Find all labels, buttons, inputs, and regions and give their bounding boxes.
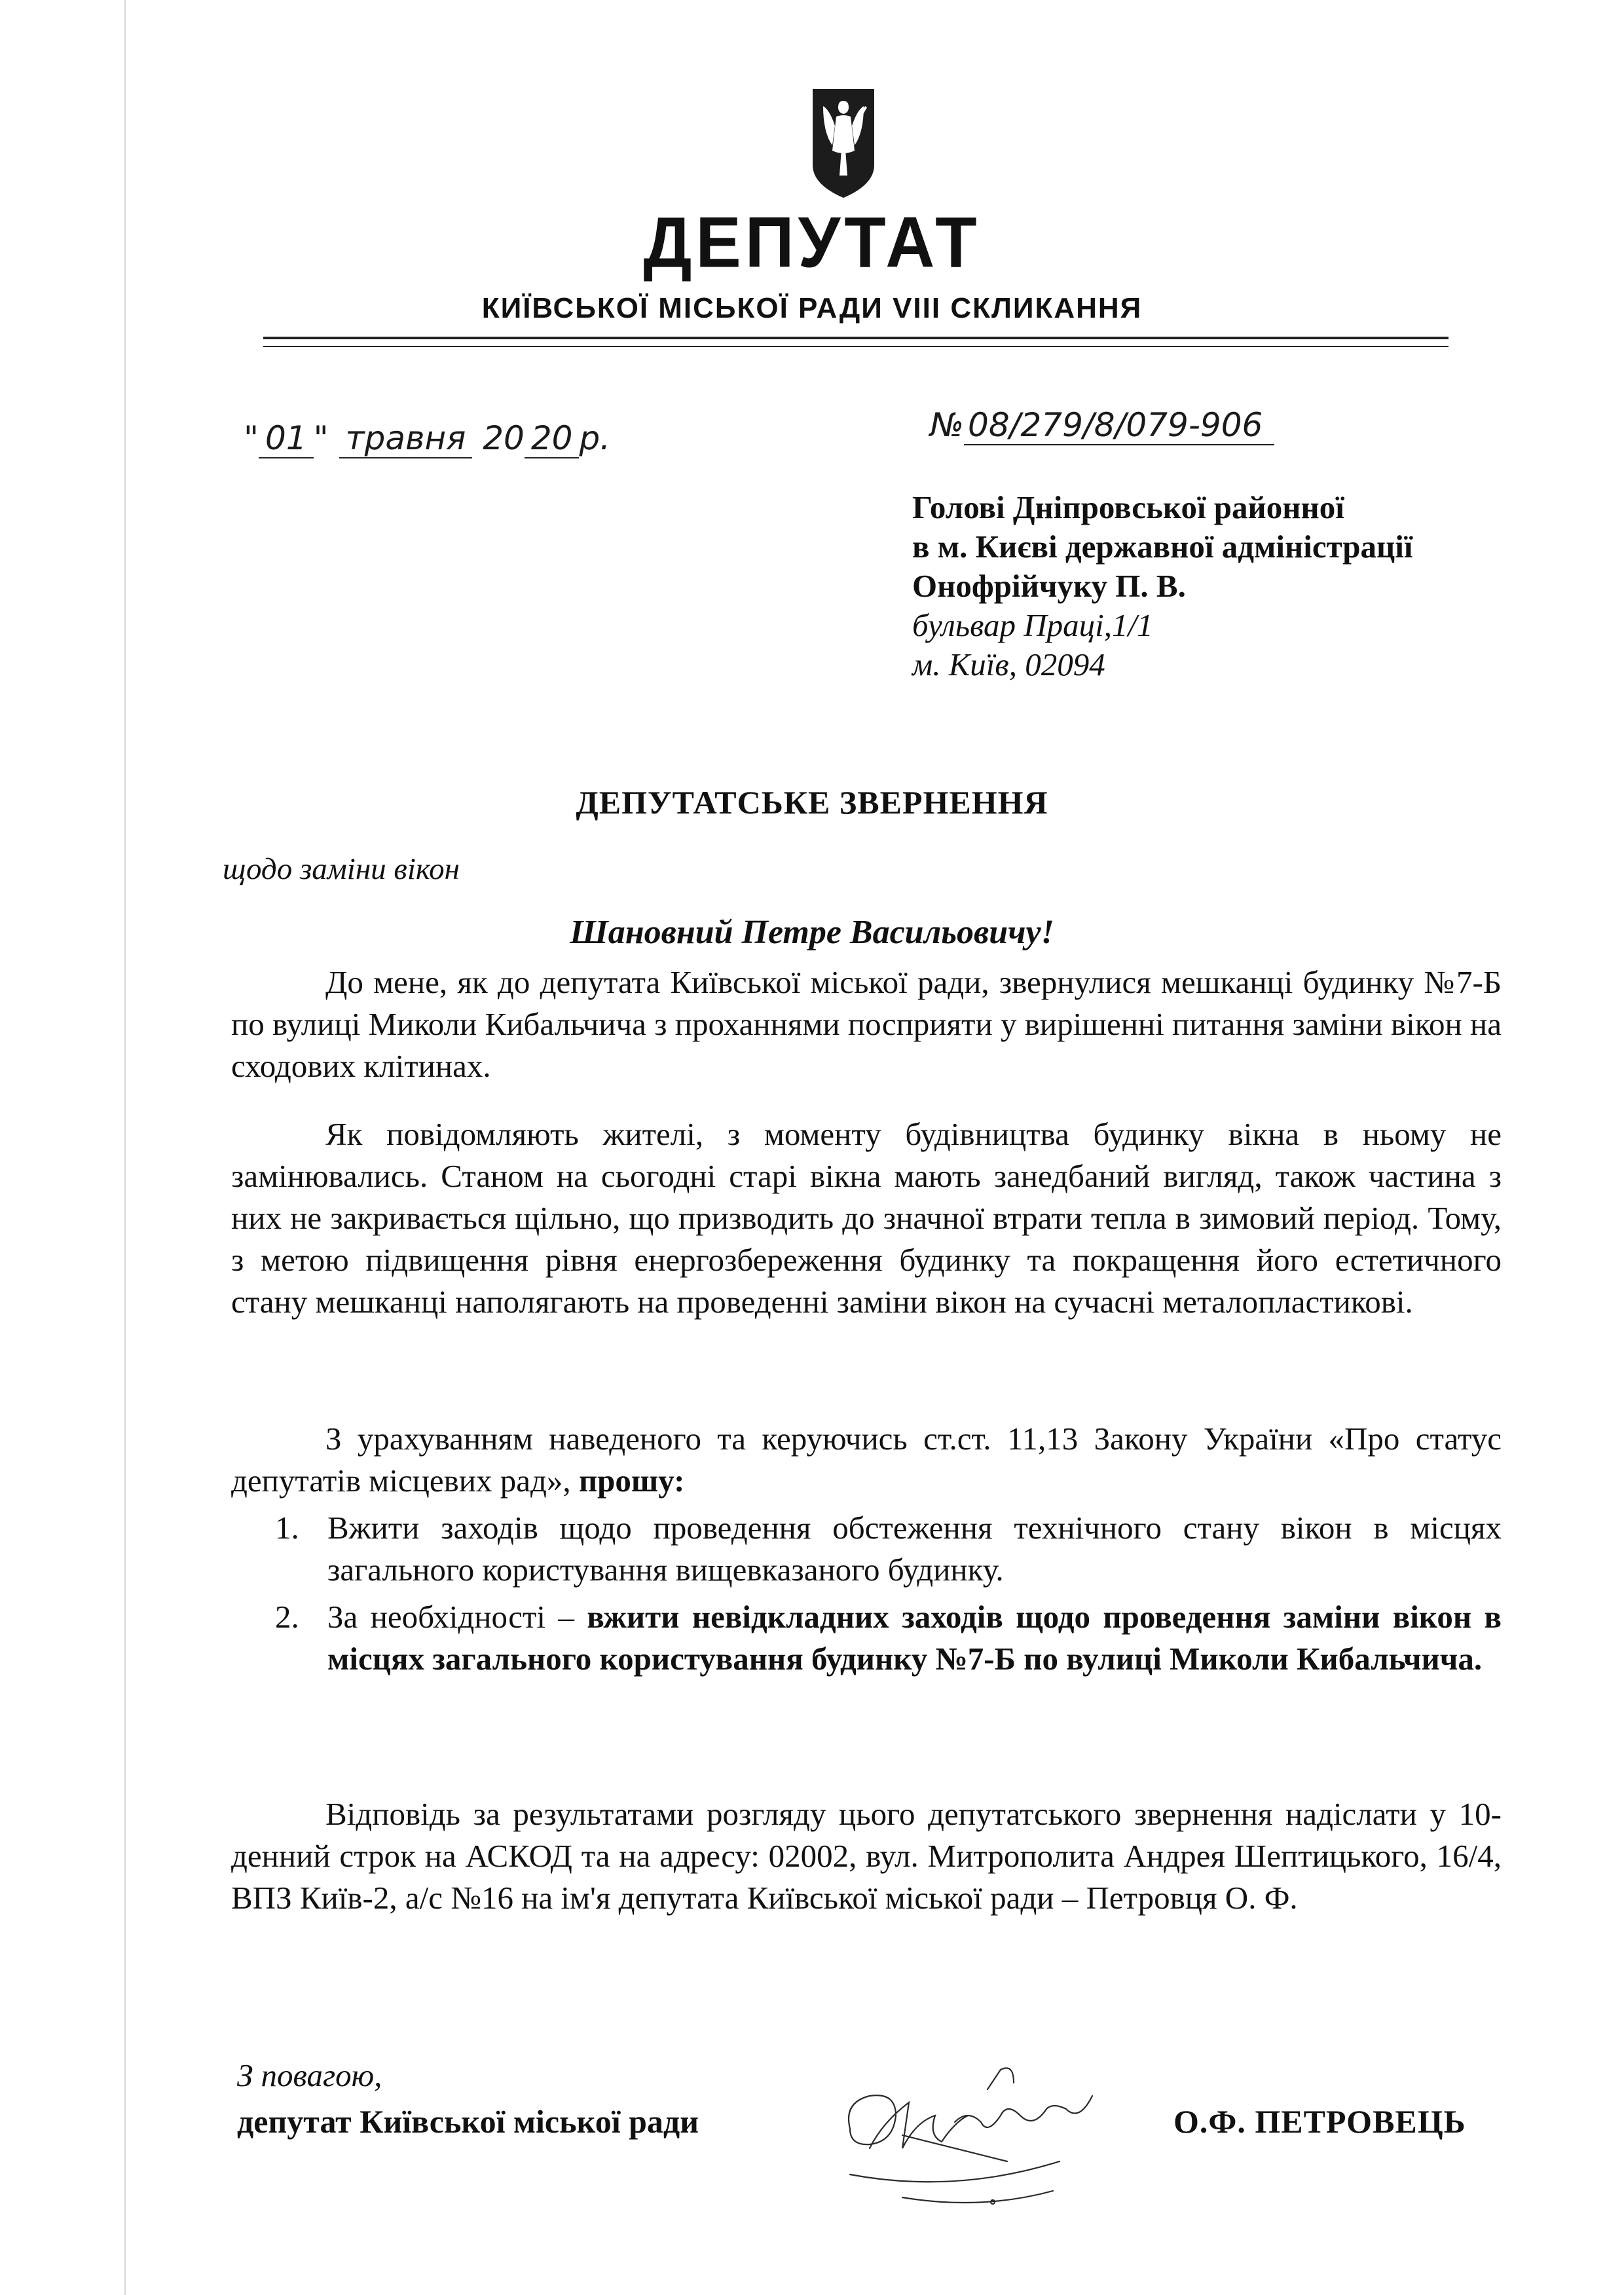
list-item — [275, 1507, 1502, 1591]
recipient-line-2: в м. Києві державної адміністрації — [912, 529, 1413, 565]
recipient-name: Онофрійчуку П. В. — [912, 568, 1186, 604]
document-subject: щодо заміни вікон — [223, 852, 460, 886]
header-rule-thick — [263, 337, 1449, 339]
paragraph-2: Як повідомляють жителі, з моменту будівництва будинку вікна в ньому не замінювались. Станом на сьогодні старі вікна мають занедбаний вигляд, також частина з них не закривається щільно, що призводить до значної втрати тепла в зимовий період. Тому, з метою підвищення рівня енергозбереження будинку та покращення його естетичного стану мешканці наполягають на проведенні заміни вікон на сучасні металопластикові. — [231, 1116, 1502, 1320]
recipient-street: бульвар Праці,1/1 — [912, 607, 1153, 643]
kyiv-emblem-icon — [809, 86, 878, 200]
paragraph-3 — [231, 1418, 1502, 1502]
list-item-text — [327, 1596, 1502, 1680]
signer-title: депутат Київської міської ради — [237, 2103, 699, 2140]
header-rule-thin — [263, 346, 1449, 347]
list-item-number: 1. — [275, 1510, 299, 1546]
list-item-text: Вжити заходів щодо проведення обстеження технічного стану вікон в місцях загального користування вищевказаного будинку. — [327, 1510, 1502, 1588]
number-label: № — [930, 406, 965, 444]
date-day: 01 — [259, 419, 314, 458]
paragraph-3-text: З урахуванням наведеного та керуючись ст.ст. 11,13 Закону України «Про статус депутатів місцевих рад», — [231, 1421, 1502, 1499]
closing-regards: З повагою, — [237, 2057, 382, 2093]
date-year-suffix: 20 — [525, 419, 580, 458]
letter-number — [930, 406, 1274, 444]
list-item-text-bold: вжити невідкладних заходів щодо проведення заміни вікон в місцях загального користування будинку №7-Б по вулиці Миколи Кибальчича. — [327, 1599, 1502, 1677]
paragraph-4: Відповідь за результатами розгляду цього депутатського звернення надіслати у 10-денний строк на АСКОД та на адресу: 02002, вул. Митрополита Андрея Шептицького, 16/4, ВПЗ Київ-2, а/с №16 на ім'я депутата Київської міської ради – Петровця О. Ф. — [231, 1796, 1502, 1916]
recipient-line-1: Голові Дніпровської районної — [912, 489, 1344, 525]
list-item — [275, 1596, 1502, 1680]
date-quote-open: " — [244, 419, 259, 457]
paragraph-1: До мене, як до депутата Київської міської ради, звернулися мешканці будинку №7-Б по вулиці Миколи Кибальчича з проханнями посприяти у вирішенні питання заміни вікон на сходових клітинах. — [231, 964, 1502, 1084]
recipient-block — [912, 488, 1412, 684]
recipient-city: м. Київ, 02094 — [912, 646, 1105, 682]
document-title: ДЕПУТАТСЬКЕ ЗВЕРНЕННЯ — [576, 784, 1048, 821]
header-council: КИЇВСЬКОЇ МІСЬКОЇ РАДИ VIII СКЛИКАННЯ — [481, 292, 1143, 324]
date-year-prefix: 20 — [483, 419, 525, 457]
date-month: травня — [339, 419, 473, 458]
salutation: Шановний Петре Васильовичу! — [570, 914, 1054, 951]
handwritten-signature — [824, 2050, 1164, 2220]
letter-date — [244, 419, 610, 457]
scan-edge — [124, 0, 126, 2295]
list-item-number: 2. — [275, 1599, 299, 1635]
request-list — [275, 1507, 1502, 1685]
paragraph-3-request: прошу: — [578, 1463, 685, 1499]
date-year-unit: р. — [579, 419, 611, 457]
date-quote-close: " — [313, 419, 329, 457]
number-value: 08/279/8/079-906 — [964, 406, 1274, 445]
header-title: ДЕПУТАТ — [643, 203, 981, 283]
list-item-text-plain: За необхідності – — [327, 1599, 574, 1635]
signer-name: О.Ф. ПЕТРОВЕЦЬ — [1173, 2103, 1466, 2140]
